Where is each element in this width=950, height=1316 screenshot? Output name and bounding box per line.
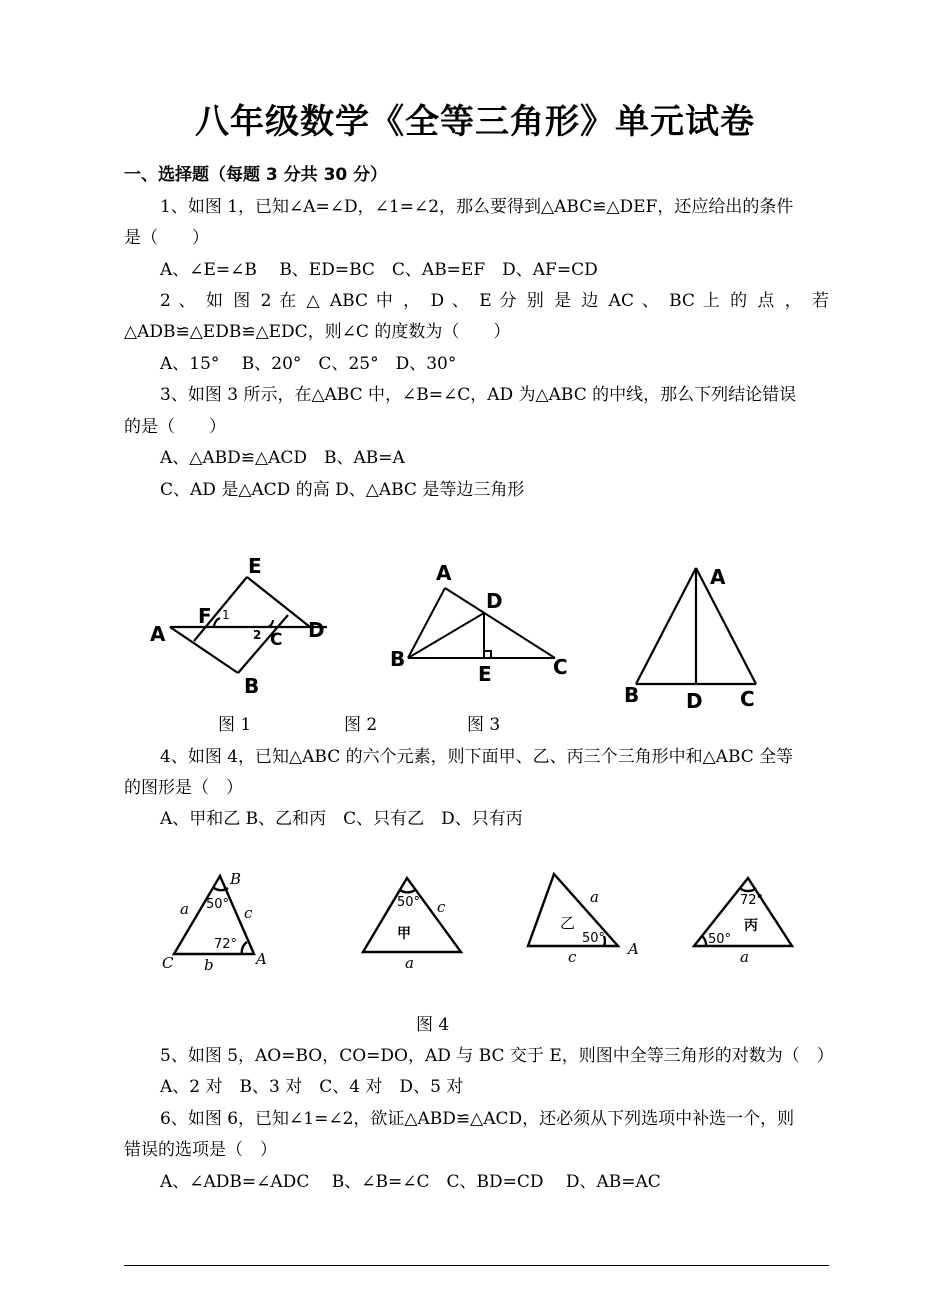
question-2-text-cont: △ADB≌△EDB≌△EDC，则∠C 的度数为（ ）	[124, 322, 511, 342]
fig2-label-c: C	[553, 655, 568, 679]
abc-label-c: C	[162, 954, 174, 972]
yi-label-a: A	[628, 940, 639, 958]
abc-angle-b: 50°	[206, 897, 230, 912]
question-5-options: A、2 对 B、3 对 C、4 对 D、5 对	[160, 1077, 464, 1097]
fig1-label-a: A	[150, 622, 166, 646]
figure-4-triangle-jia	[355, 868, 475, 978]
abc-label-a: A	[256, 950, 267, 968]
abc-side-a: a	[180, 900, 189, 918]
question-4-text: 4、如图 4，已知△ABC 的六个元素，则下面甲、乙、丙三个三角形中和△ABC 全等	[160, 747, 794, 767]
abc-side-b: b	[204, 956, 214, 974]
question-6-text: 6、如图 6，已知∠1=∠2，欲证△ABD≌△ACD，还必须从下列选项中补选一个，则	[160, 1109, 795, 1129]
abc-side-c: c	[244, 904, 253, 922]
figure-4-triangle-yi	[520, 866, 650, 976]
fig1-label-f: F	[198, 604, 212, 628]
question-2-options: A、15° B、20° C、25° D、30°	[160, 354, 457, 374]
question-1-text-cont: 是（ ）	[124, 228, 209, 248]
fig1-label-d: D	[308, 618, 325, 642]
jia-side-c: c	[437, 898, 446, 916]
fig2-label-a: A	[436, 561, 452, 585]
question-3-options-cd: C、AD 是△ACD 的高 D、△ABC 是等边三角形	[160, 480, 525, 500]
question-5-text: 5、如图 5，AO=BO，CO=DO，AD 与 BC 交于 E，则图中全等三角形的对数为（ ）	[160, 1046, 834, 1066]
fig1-label-b: B	[244, 674, 260, 698]
fig1-label-c: C	[270, 630, 283, 650]
yi-side-c: c	[568, 948, 577, 966]
figure-4-triangle-abc	[158, 868, 278, 978]
fig3-label-c: C	[740, 687, 755, 711]
figure-2	[390, 560, 580, 690]
question-1-options: A、∠E=∠B B、ED=BC C、AB=EF D、AF=CD	[160, 260, 598, 280]
question-2-text: 2 、 如 图 2 在 △ ABC 中 ， D 、 E 分 别 是 边 AC 、 BC 上 的 点 ， 若	[160, 291, 829, 311]
fig3-label-d: D	[686, 689, 703, 713]
yi-name: 乙	[560, 914, 576, 932]
yi-angle: 50°	[582, 931, 606, 946]
question-1-text: 1、如图 1，已知∠A=∠D，∠1=∠2，那么要得到△ABC≌△DEF，还应给出的条件	[160, 197, 794, 217]
jia-angle: 50°	[397, 895, 421, 910]
figure-1-caption: 图 1	[218, 715, 252, 735]
question-3-options-ab: A、△ABD≌△ACD B、AB=A	[160, 448, 405, 468]
figure-3	[620, 560, 770, 713]
question-3-text-cont: 的是（ ）	[124, 417, 226, 437]
figure-3-caption: 图 3	[467, 715, 501, 735]
jia-side-a: a	[405, 954, 414, 972]
fig2-label-d: D	[486, 589, 503, 613]
question-4-text-cont: 的图形是（ ）	[124, 778, 243, 798]
figure-4-triangle-bing	[690, 868, 810, 978]
question-6-text-cont: 错误的选项是（ ）	[124, 1140, 277, 1160]
fig1-angle-2: 2	[253, 628, 262, 642]
figure-1	[140, 554, 340, 698]
abc-label-b: B	[230, 870, 242, 888]
bing-side-a: a	[740, 948, 749, 966]
page-title: 八年级数学《全等三角形》单元试卷	[195, 102, 755, 142]
fig3-label-b: B	[624, 683, 640, 707]
bing-angle-left: 50°	[708, 932, 732, 947]
fig1-label-e: E	[248, 554, 262, 578]
figure-4-caption: 图 4	[416, 1015, 450, 1035]
question-6-options: A、∠ADB=∠ADC B、∠B=∠C C、BD=CD D、AB=AC	[160, 1172, 661, 1192]
yi-side-a: a	[590, 888, 599, 906]
section-heading-choice: 一、选择题（每题 3 分共 30 分）	[124, 165, 388, 185]
abc-angle-a: 72°	[214, 937, 238, 952]
fig2-label-b: B	[390, 647, 406, 671]
bing-name: 丙	[744, 918, 758, 934]
fig2-label-e: E	[478, 662, 492, 686]
fig1-angle-1: 1	[222, 608, 230, 622]
question-4-options: A、甲和乙 B、乙和丙 C、只有乙 D、只有丙	[160, 809, 523, 829]
figure-2-caption: 图 2	[344, 715, 378, 735]
question-3-text: 3、如图 3 所示，在△ABC 中，∠B=∠C，AD 为△ABC 的中线，那么下列结论错误	[160, 385, 797, 405]
bing-angle-top: 72°	[740, 893, 764, 908]
footer-divider	[124, 1265, 829, 1266]
jia-name: 甲	[397, 926, 411, 942]
fig3-label-a: A	[710, 565, 726, 589]
